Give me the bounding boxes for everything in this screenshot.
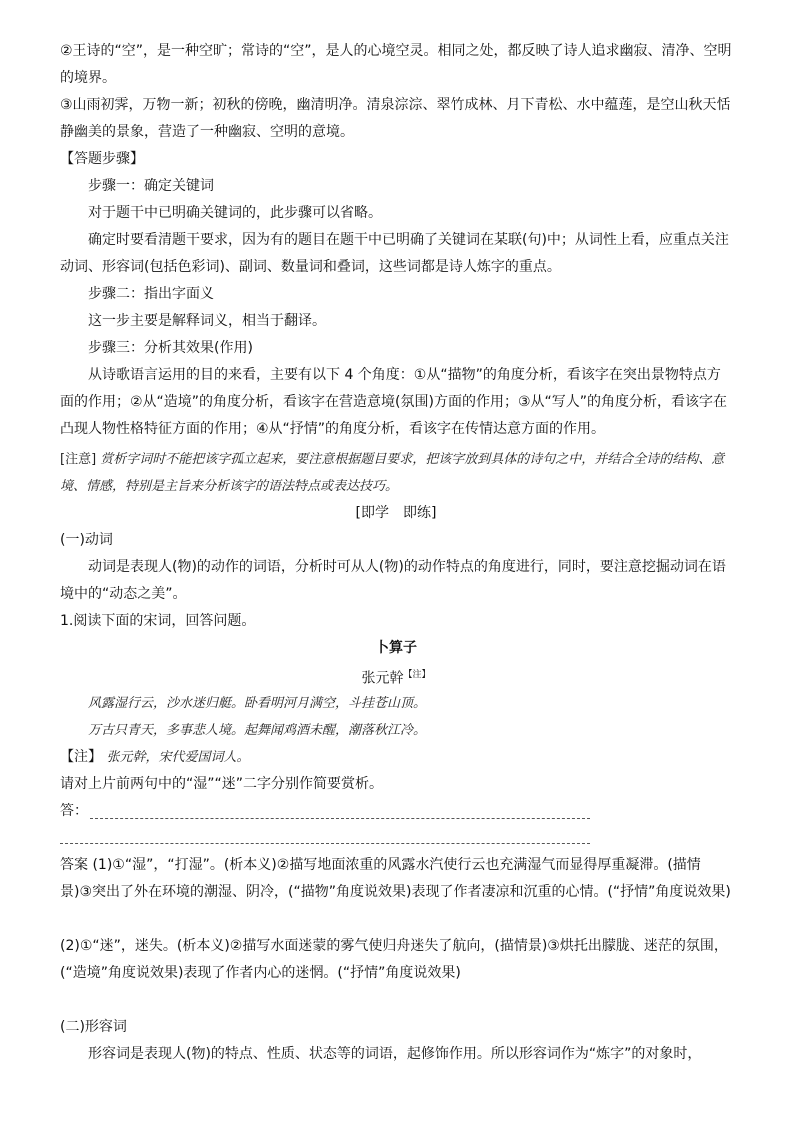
step-three: 步骤三：分析其效果(作用) [88, 340, 253, 356]
poem-title: 卜算子 [375, 640, 417, 656]
step-three-text: 从诗歌语言运用的目的来看，主要有以下 4 个角度：①从“描物”的角度分析，看该字在突出景物特点方面的作用；②从“造境”的角度分析，看该字在营造意境(氛围)方面的作用；③从“写人”的角度分析，看该字在凸现人物性格特征方面的作用；④从“抒情”的角度分析，看该字在传情达意方面的作用。 [60, 367, 728, 437]
adjective-definition: 形容词是表现人(物)的特点、性质、状态等的词语，起修饰作用。所以形容词作为“炼字”的对象时， [88, 1046, 702, 1062]
note-label: [注意] [60, 452, 97, 467]
poem-line-2: 万古只青天，多事悲人境。起舞闻鸡酒未醒，潮落秋江冷。 [88, 723, 427, 738]
subsection-adjective: (二)形容词 [60, 1019, 127, 1035]
section-title: [即学 即练] [355, 505, 437, 521]
step-one-text-b: 确定时要看清题干要求，因为有的题目在题干中已明确了关键词在某联(句)中；从词性上看，应重点关注动词、形容词(包括色彩词)、副词、数量词和叠词，这些词都是诗人炼字的重点。 [60, 232, 729, 275]
poem-author-note: 【注】 [403, 670, 431, 680]
subsection-verb: (一)动词 [60, 532, 113, 548]
poem-author [60, 662, 732, 693]
answer-line-1[interactable] [90, 818, 590, 819]
step-two: 步骤二：指出字面义 [88, 286, 214, 302]
poem-author-name: 张元幹 [361, 670, 404, 687]
answer-part-1 [60, 852, 732, 906]
question-one: 1.阅读下面的宋词，回答问题。 [60, 613, 256, 629]
note-text: 赏析字词时不能把该字孤立起来，要注意根据题目要求，把该字放到具体的诗句之中，并结合全诗的结构、意境、情感，特别是主旨来分析该字的语法特点或表达技巧。 [60, 452, 725, 494]
answer-label: 答案 [60, 857, 88, 873]
answer-line-2[interactable] [60, 843, 590, 844]
step-two-text: 这一步主要是解释词义，相当于翻译。 [88, 313, 326, 329]
annotation-text: 张元幹，宋代爱国词人。 [106, 750, 250, 765]
steps-heading: 【答题步骤】 [60, 151, 144, 167]
step-one: 步骤一：确定关键词 [88, 178, 214, 194]
paragraph-rain: ③山雨初霁，万物一新；初秋的傍晚，幽清明净。清泉淙淙、翠竹成林、月下青松、水中蕴莲，是空山秋天恬静幽美的景象，营造了一种幽寂、空明的意境。 [60, 97, 731, 140]
answer-part-1-text: (1)①“湿”，“打湿”。(析本义)②描写地面浓重的风露水汽使行云也充满湿气而显得厚重凝滞。(描情景)③突出了外在环境的潮湿、阴冷，(“描物”角度说效果)表现了作者凄凉和沉重的心情。(“抒情”角度说效果) [60, 857, 731, 900]
answer-part-2: (2)①“迷”，迷失。(析本义)②描写水面迷蒙的雾气使归舟迷失了航向，(描情景)③烘托出朦胧、迷茫的氛围，(“造境”角度说效果)表现了作者内心的迷惘。(“抒情”角度说效果) [60, 938, 728, 981]
paragraph-wang-poem: ②王诗的“空”，是一种空旷；常诗的“空”，是人的心境空灵。相同之处，都反映了诗人追求幽寂、清净、空明的境界。 [60, 43, 732, 86]
answer-prompt: 答： [60, 803, 88, 819]
verb-definition: 动词是表现人(物)的动作的词语，分析时可从人(物)的动作特点的角度进行，同时，要注意挖掘动词在语境中的“动态之美”。 [60, 559, 726, 602]
note-paragraph [60, 446, 732, 500]
annotation [60, 744, 732, 771]
annotation-label: 【注】 [60, 749, 102, 765]
question-text: 请对上片前两句中的“湿”“迷”二字分别作简要赏析。 [60, 776, 384, 792]
poem-line-1: 风露湿行云，沙水迷归艇。卧看明河月满空，斗挂苍山顶。 [88, 696, 427, 711]
step-one-text-a: 对于题干中已明确关键词的，此步骤可以省略。 [88, 205, 382, 221]
